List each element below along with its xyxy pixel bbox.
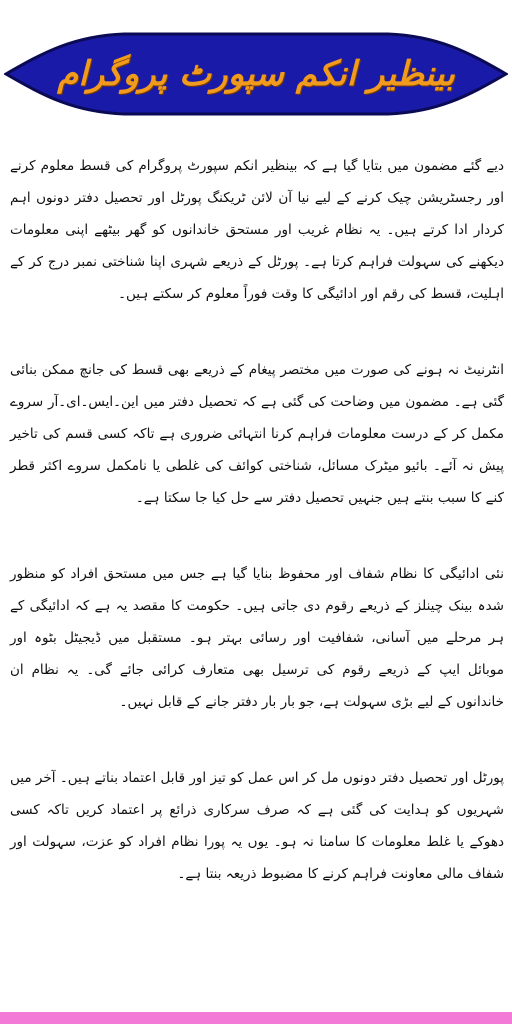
bottom-stripe [0, 1012, 512, 1024]
paragraph-4: پورٹل اور تحصیل دفتر دونوں مل کر اس عمل کو تیز اور قابل اعتماد بناتے ہیں۔ آخر میں شہریوں کو ہدایت کی گئی ہے کہ صرف سرکاری ذرائع پر اعتماد کریں تاکہ کسی دھوکے یا غلط معلومات کا سامنا نہ ہو۔ یوں یہ پورا نظام افراد کو عزت، سہولت اور شفاف مالی معاونت فراہم کرنے کا مضبوط ذریعہ بنتا ہے۔ [10, 770, 504, 882]
paragraph-2: انٹرنیٹ نہ ہونے کی صورت میں مختصر پیغام کے ذریعے بھی قسط کی جانچ ممکن بنائی گئی ہے۔ مضمون میں وضاحت کی گئی ہے کہ تحصیل دفتر میں این۔ایس۔ای۔آر سروے مکمل کر کے درست معلومات فراہم کرنا انتہائی ضروری ہے تاکہ کسی قسم کی تاخیر پیش نہ آئے۔ بائیو میٹرک مسائل، شناختی کوائف کی غلطی یا نامکمل سروے اکثر قطر کنے کا سبب بنتے ہیں جنہیں تحصیل دفتر سے حل کیا جا سکتا ہے۔ [10, 362, 504, 506]
paragraph-3: نئی ادائیگی کا نظام شفاف اور محفوظ بنایا گیا ہے جس میں مستحق افراد کو منظور شدہ بینک چینلز کے ذریعے رقوم دی جاتی ہیں۔ حکومت کا مقصد یہ ہے کہ ادائیگی کے ہر مرحلے میں آسانی، شفافیت اور رسائی بہتر ہو۔ مستقبل میں ڈیجیٹل بٹوہ اور موبائل ایپ کے ذریعے رقوم کی ترسیل بھی متعارف کرائی جائے گی۔ یہ نظام ان خاندانوں کے لیے بڑی سہولت ہے، جو بار بار دفتر جانے کے قابل نہیں۔ [10, 566, 504, 710]
paragraph-1: دیے گئے مضمون میں بتایا گیا ہے کہ بینظیر انکم سپورٹ پروگرام کی قسط معلوم کرنے اور رجسٹریشن چیک کرنے کے لیے نیا آن لائن ٹریکنگ پورٹل اور تحصیل دفتر دونوں اہم کردار ادا کرتے ہیں۔ یہ نظام غریب اور مستحق خاندانوں کو گھر بیٹھے اپنی معلومات دیکھنے کی سہولت فراہم کرتا ہے۔ پورٹل کے ذریعے شہری اپنا شناختی نمبر درج کر کے اہلیت، قسط کی رقم اور ادائیگی کا وقت فوراً معلوم کر سکتے ہیں۔ [10, 158, 504, 302]
article-body [10, 150, 504, 934]
page-title: بینظیر انکم سپورٹ پروگرام [57, 54, 455, 94]
title-banner [4, 30, 508, 118]
